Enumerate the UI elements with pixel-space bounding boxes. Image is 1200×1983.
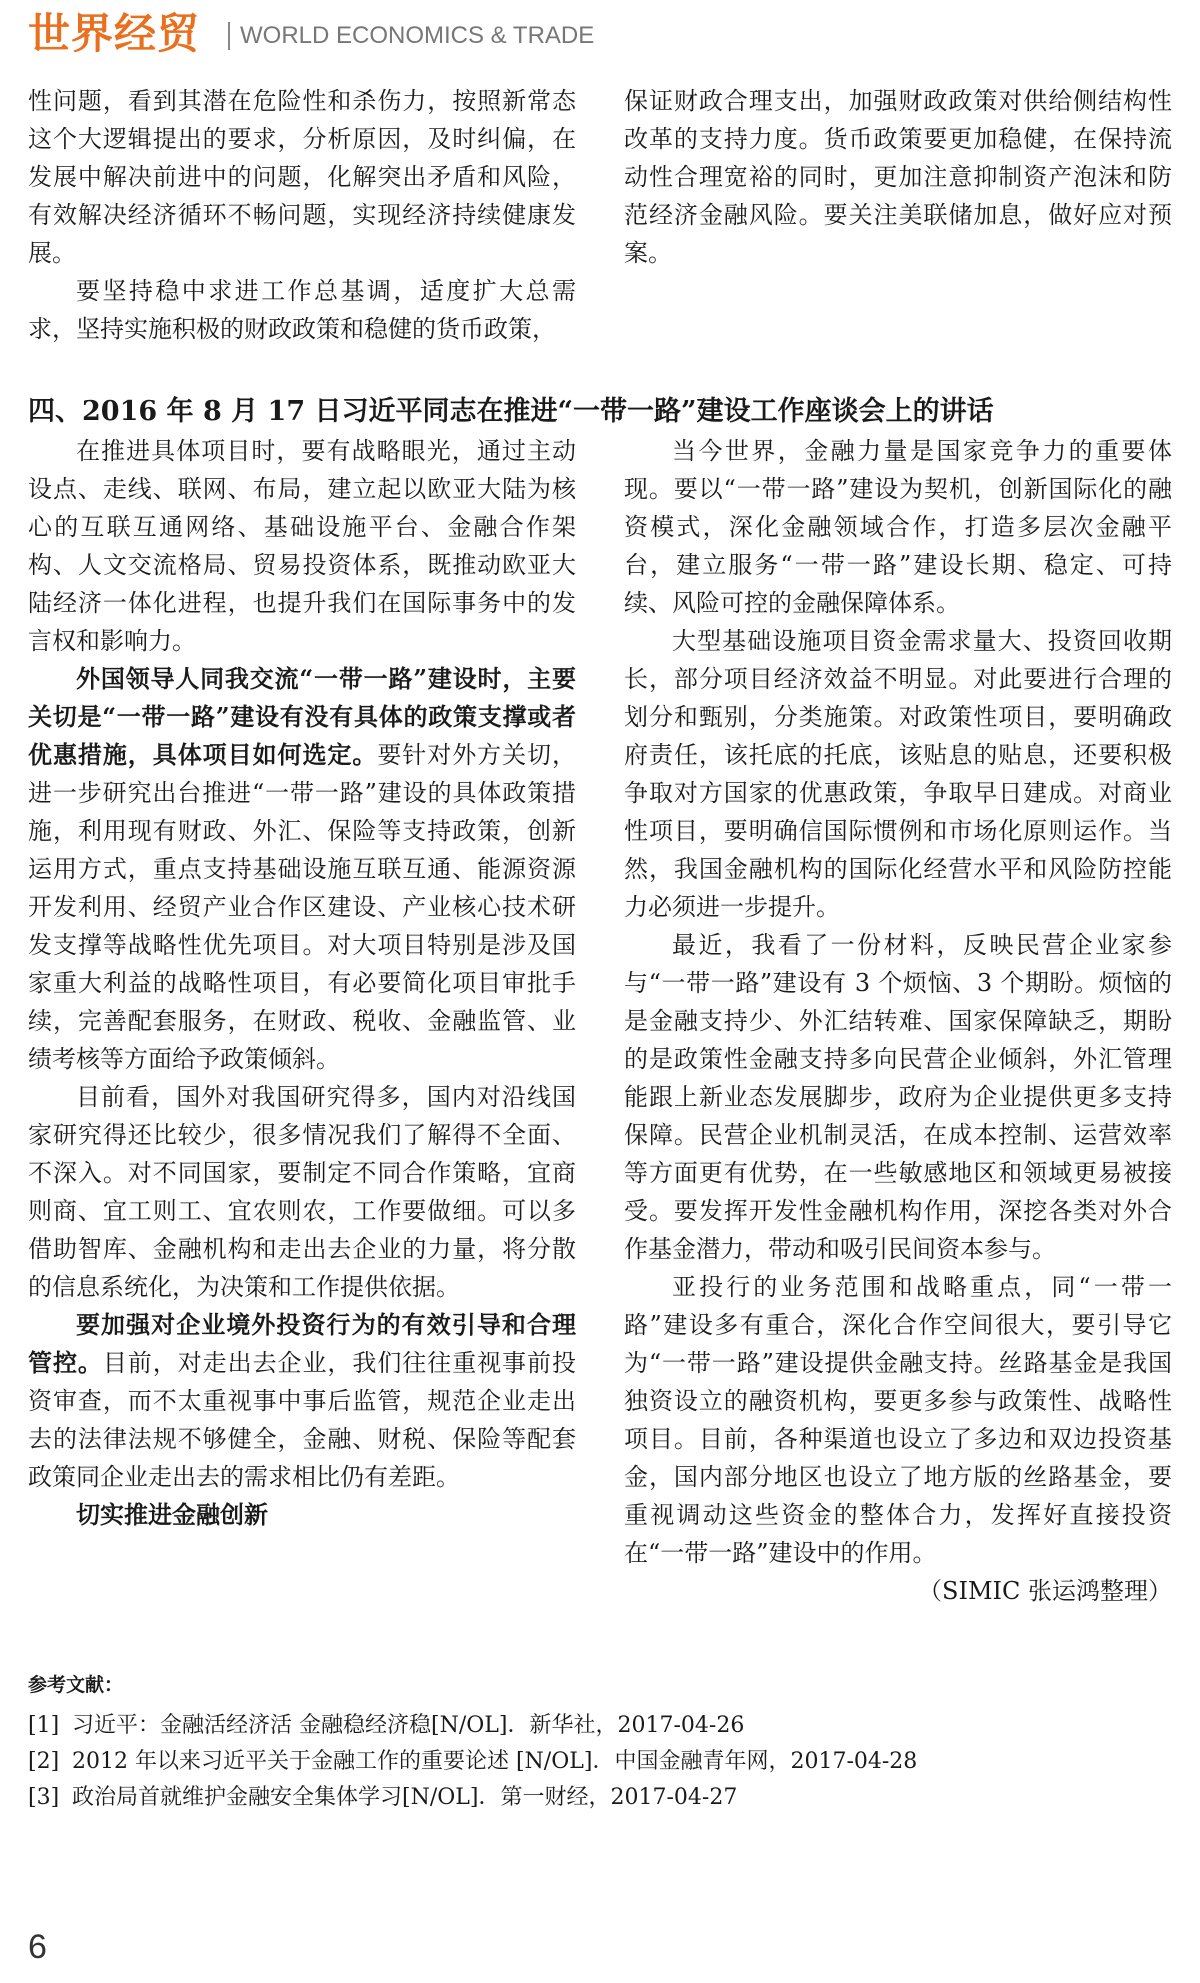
top-left-column	[28, 82, 576, 348]
reference-number: [3]	[28, 1785, 60, 1810]
editor-signature: （SIMIC 张运鸿整理）	[918, 1577, 1172, 1605]
paragraph: 保证财政合理支出，加强财政政策对供给侧结构性改革的支持力度。货币政策要更加稳健，在保持流动性合理宽裕的同时，更加注意抑制资产泡沫和防范经济金融风险。要关注美联储加息，做好应对预案。	[624, 87, 1172, 267]
brand-logo-en: WORLD ECONOMICS & TRADE	[240, 22, 595, 49]
paragraph: 性问题，看到其潜在危险性和杀伤力，按照新常态这个大逻辑提出的要求，分析原因，及时纠偏，在发展中解决前进中的问题，化解突出矛盾和风险，有效解决经济循环不畅问题，实现经济持续健康发展。	[28, 87, 576, 267]
paragraph: 大型基础设施项目资金需求量大、投资回收期长，部分项目经济效益不明显。对此要进行合理的划分和甄别，分类施策。对政策性项目，要明确政府责任，该托底的托底，该贴息的贴息，还要积极争取对方国家的优惠政策，争取早日建成。对商业性项目，要明确信国际惯例和市场化原则运作。当然，我国金融机构的国际化经营水平和风险防控能力必须进一步提升。	[624, 627, 1172, 921]
brand-logo-cn: 世界经贸	[28, 9, 201, 58]
paragraph-text: 目前，对走出去企业，我们往往重视事前投资审查，而不太重视事中事后监管，规范企业走出去的法律法规不够健全，金融、财税、保险等配套政策同企业走出去的需求相比仍有差距。	[28, 1349, 577, 1491]
section-heading: 四、2016 年 8 月 17 日习近平同志在推进“一带一路”建设工作座谈会上的讲话	[28, 396, 994, 427]
paragraph	[28, 1306, 576, 1496]
paragraph: 要坚持稳中求进工作总基调，适度扩大总需求，坚持实施积极的财政政策和稳健的货币政策，	[28, 277, 576, 343]
masthead-divider	[228, 22, 230, 50]
references	[28, 1670, 1168, 1816]
references-list	[28, 1708, 1168, 1816]
reference-text: 2012 年以来习近平关于金融工作的重要论述 [N/OL]．中国金融青年网，2017-04-28	[72, 1749, 918, 1774]
paragraph	[28, 660, 576, 1078]
paragraph: 最近，我看了一份材料，反映民营企业家参与“一带一路”建设有 3 个烦恼、3 个期盼。烦恼的是金融支持少、外汇结转难、国家保障缺乏，期盼的是政策性金融支持多向民营企业倾斜，外汇管理能跟上新业态发展脚步，政府为企业提供更多支持保障。民营企业机制灵活，在成本控制、运营效率等方面更有优势，在一些敏感地区和领域更易被接受。要发挥开发性金融机构作用，深挖各类对外合作基金潜力，带动和吸引民间资本参与。	[624, 931, 1172, 1263]
bold-lead: 外国领导人同我交流“一带一路”建设时，主要关切是“一带一路”建设有没有具体的政策支撑或者优惠措施，具体项目如何选定。	[28, 664, 576, 769]
paragraph: 在推进具体项目时，要有战略眼光，通过主动设点、走线、联网、布局，建立起以欧亚大陆为核心的互联互通网络、基础设施平台、金融合作架构、人文交流格局、贸易投资体系，既推动欧亚大陆经济一体化进程，也提升我们在国际事务中的发言权和影响力。	[28, 437, 576, 655]
masthead	[28, 10, 628, 58]
subheading	[28, 1496, 576, 1534]
reference-text: 政治局首就维护金融安全集体学习[N/OL]．第一财经，2017-04-27	[72, 1785, 738, 1810]
reference-item	[28, 1744, 1168, 1780]
subheading-text: 切实推进金融创新	[76, 1500, 268, 1529]
paragraph: 亚投行的业务范围和战略重点，同“一带一路”建设多有重合，深化合作空间很大，要引导它为“一带一路”建设提供金融支持。丝路基金是我国独资设立的融资机构，要更多参与政策性、战略性项目。目前，各种渠道也设立了多边和双边投资基金，国内部分地区也设立了地方版的丝路基金，要重视调动这些资金的整体合力，发挥好直接投资在“一带一路”建设中的作用。	[624, 1273, 1172, 1567]
reference-number: [2]	[28, 1749, 60, 1774]
page-number: 6	[28, 1928, 47, 1966]
reference-item	[28, 1780, 1168, 1816]
paragraph: 目前看，国外对我国研究得多，国内对沿线国家研究得还比较少，很多情况我们了解得不全面、不深入。对不同国家，要制定不同合作策略，宜商则商、宜工则工、宜农则农，工作要做细。可以多借助智库、金融机构和走出去企业的力量，将分散的信息系统化，为决策和工作提供依据。	[28, 1083, 576, 1301]
references-label: 参考文献：	[28, 1674, 124, 1696]
paragraph-text: 要针对外方关切，进一步研究出台推进“一带一路”建设的具体政策措施，利用现有财政、外汇、保险等支持政策，创新运用方式，重点支持基础设施互联互通、能源资源开发利用、经贸产业合作区建设、产业核心技术研发支撑等战略性优先项目。对大项目特别是涉及国家重大利益的战略性项目，有必要简化项目审批手续，完善配套服务，在财政、税收、金融监管、业绩考核等方面给予政策倾斜。	[28, 741, 577, 1073]
bold-lead: 要加强对企业境外投资行为的有效引导和合理管控。	[28, 1310, 576, 1377]
left-column	[28, 432, 576, 1534]
reference-number: [1]	[28, 1713, 60, 1738]
reference-item	[28, 1708, 1168, 1744]
reference-text: 习近平：金融活经济活 金融稳经济稳[N/OL]．新华社，2017-04-26	[72, 1713, 745, 1738]
top-right-column	[624, 82, 1172, 272]
right-column	[624, 432, 1172, 1610]
paragraph: 当今世界，金融力量是国家竞争力的重要体现。要以“一带一路”建设为契机，创新国际化的融资模式，深化金融领域合作，打造多层次金融平台，建立服务“一带一路”建设长期、稳定、可持续、风险可控的金融保障体系。	[624, 437, 1172, 617]
